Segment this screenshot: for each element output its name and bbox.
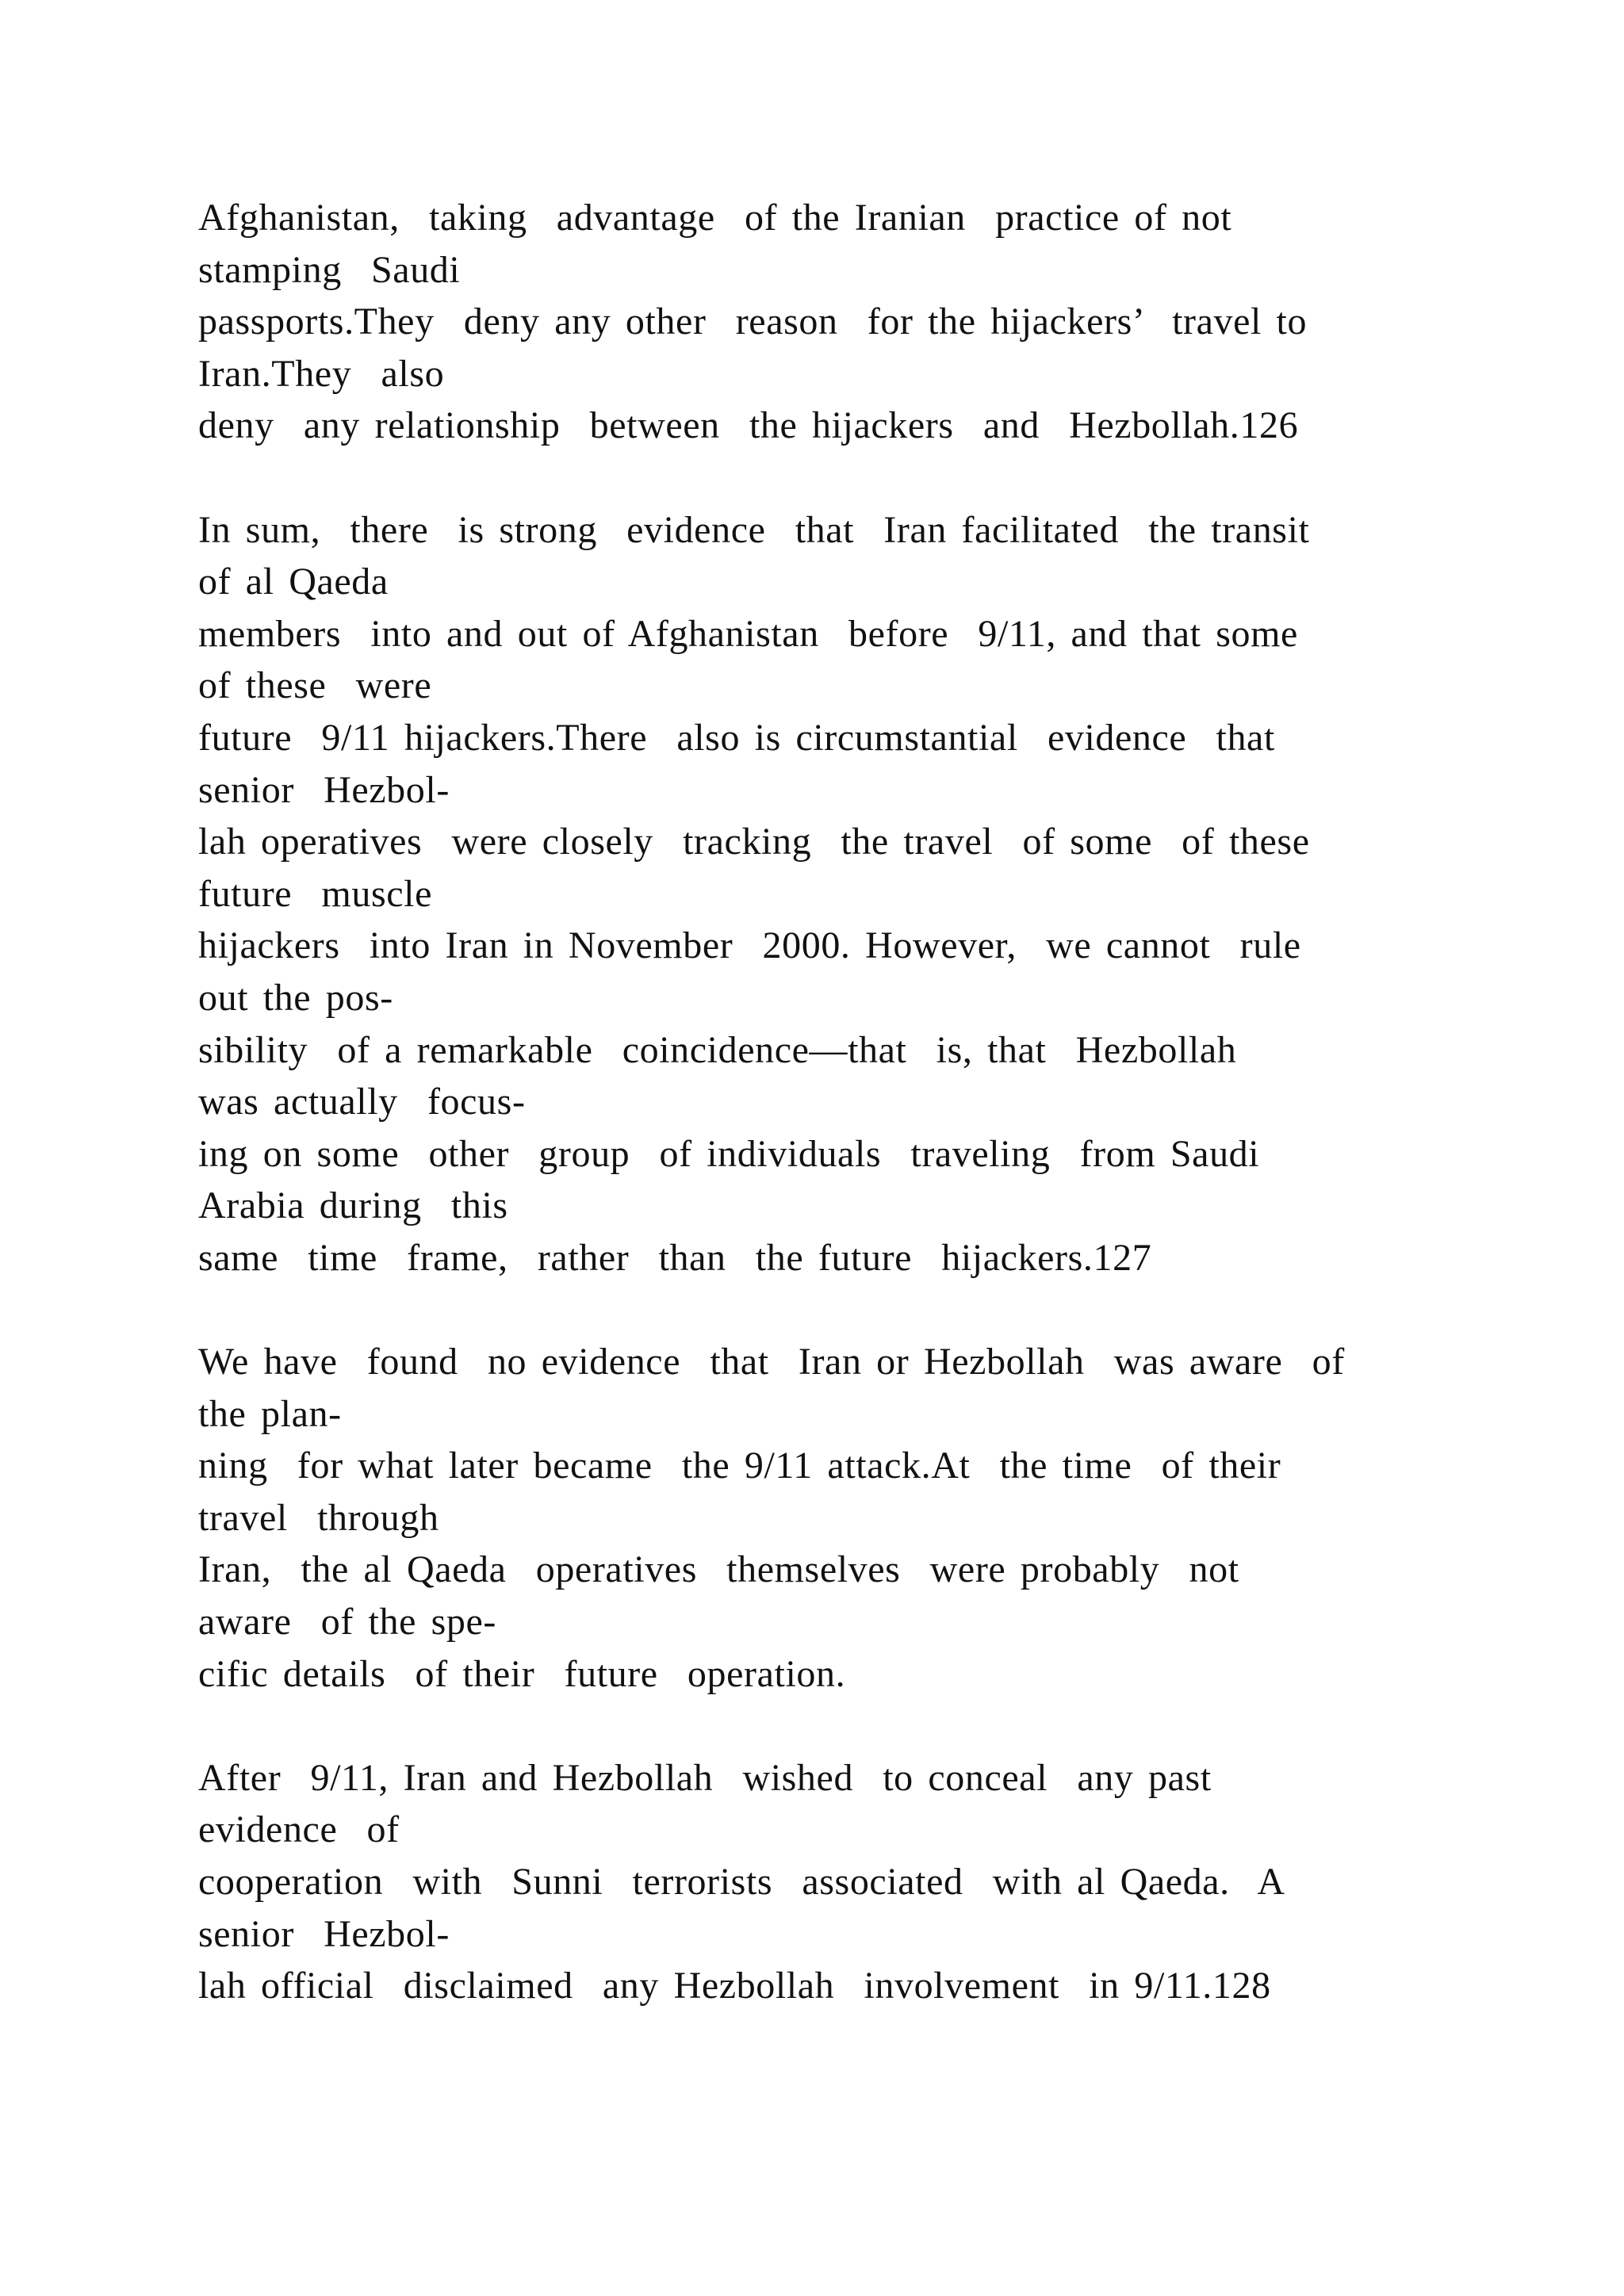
text-line: In sum, there is strong evidence that Iran facilitated the transit: [198, 508, 1310, 551]
text-line: stamping Saudi: [198, 248, 461, 291]
text-line: ning for what later became the 9/11 attack.At the time of their: [198, 1445, 1281, 1487]
paragraph-gap: [198, 1284, 1546, 1336]
paragraph-1: [198, 192, 1546, 452]
text-line: future 9/11 hijackers.There also is circumstantial evidence that: [198, 716, 1275, 759]
text-line: future muscle: [198, 872, 432, 915]
text-line: lah operatives were closely tracking the travel of some of these: [198, 821, 1310, 863]
paragraph-3: [198, 1336, 1546, 1700]
text-line: cific details of their future operation.: [198, 1652, 846, 1695]
text-line: out the pos-: [198, 976, 393, 1019]
text-line: ing on some other group of individuals traveling from Saudi: [198, 1132, 1260, 1175]
text-line: evidence of: [198, 1808, 400, 1851]
paragraph-gap: [198, 1700, 1546, 1752]
text-line: We have found no evidence that Iran or Hezbollah was aware of: [198, 1341, 1345, 1383]
text-line: After 9/11, Iran and Hezbollah wished to conceal any past: [198, 1756, 1212, 1799]
paragraph-4: [198, 1752, 1546, 2012]
text-line: sibility of a remarkable coincidence—that is, that Hezbollah: [198, 1028, 1237, 1071]
text-line: of these were: [198, 664, 432, 707]
text-line: was actually focus-: [198, 1081, 526, 1123]
text-line: travel through: [198, 1496, 439, 1539]
text-line: passports.They deny any other reason for the hijackers’ travel to: [198, 300, 1308, 343]
text-line: members into and out of Afghanistan before 9/11, and that some: [198, 612, 1298, 655]
text-line: Afghanistan, taking advantage of the Iranian practice of not: [198, 197, 1232, 239]
text-line: lah official disclaimed any Hezbollah involvement in 9/11.128: [198, 1965, 1271, 2007]
paragraph-gap: [198, 452, 1546, 504]
text-line: Iran.They also: [198, 352, 445, 395]
paragraph-2: [198, 504, 1546, 1284]
text-line: aware of the spe-: [198, 1601, 496, 1644]
text-line: senior Hezbol-: [198, 768, 450, 811]
text-line: same time frame, rather than the future hijackers.127: [198, 1236, 1152, 1279]
text-line: Arabia during this: [198, 1184, 508, 1227]
document-body: [198, 192, 1546, 2012]
text-line: cooperation with Sunni terrorists associated with al Qaeda. A: [198, 1861, 1285, 1903]
text-line: Iran, the al Qaeda operatives themselves were probably not: [198, 1548, 1239, 1591]
text-line: the plan-: [198, 1392, 342, 1435]
text-line: senior Hezbol-: [198, 1912, 450, 1955]
text-line: hijackers into Iran in November 2000. However, we cannot rule: [198, 924, 1301, 967]
text-line: of al Qaeda: [198, 561, 389, 603]
text-line: deny any relationship between the hijackers and Hezbollah.126: [198, 404, 1299, 447]
